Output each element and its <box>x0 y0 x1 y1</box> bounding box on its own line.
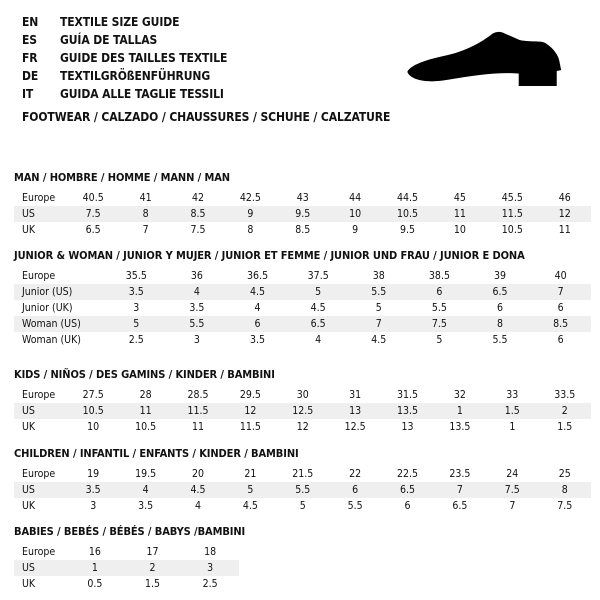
size-cell: 6 <box>404 500 411 512</box>
language-code: FR <box>22 51 38 65</box>
size-cell: 40 <box>554 270 567 282</box>
size-cell: 5.5 <box>295 484 311 496</box>
size-cell: 11.5 <box>187 405 209 417</box>
size-cell: 7.5 <box>431 318 447 330</box>
size-cell: 5 <box>247 484 254 496</box>
table-title: MAN / HOMBRE / HOMME / MANN / MAN <box>14 171 230 184</box>
size-cell: 31 <box>349 389 362 401</box>
size-cell: 3 <box>193 334 200 346</box>
size-cell: 4.5 <box>190 484 206 496</box>
table-row <box>14 300 591 316</box>
size-cell: 8.5 <box>190 208 206 220</box>
size-cell: 25 <box>558 468 571 480</box>
size-cell: 37.5 <box>307 270 329 282</box>
language-label: GUIDA ALLE TAGLIE TESSILI <box>60 87 224 101</box>
size-cell: 3 <box>133 302 140 314</box>
size-grid <box>14 387 591 435</box>
size-cell: 10.5 <box>135 421 157 433</box>
language-row-es <box>22 31 227 49</box>
size-cell: 13 <box>349 405 362 417</box>
size-cell: 27.5 <box>82 389 104 401</box>
size-cell: 7.5 <box>190 224 206 236</box>
size-cell: 8.5 <box>295 224 311 236</box>
size-cell: 6 <box>557 302 564 314</box>
size-cell: 7 <box>509 500 516 512</box>
size-cell: 29.5 <box>239 389 261 401</box>
size-cell: 6 <box>557 334 564 346</box>
size-cell: 5.5 <box>492 334 508 346</box>
row-label: Europe <box>22 192 56 204</box>
table-title: KIDS / NIÑOS / DES GAMINS / KINDER / BAMBINI <box>14 368 275 381</box>
size-cell: 10.5 <box>82 405 104 417</box>
language-row-en <box>22 13 227 31</box>
table-row <box>14 222 591 238</box>
size-grid <box>14 268 591 348</box>
size-table-children <box>14 447 591 514</box>
size-cell: 8 <box>561 484 568 496</box>
language-row-de <box>22 67 227 85</box>
table-row <box>14 206 591 222</box>
size-cell: 5 <box>315 286 322 298</box>
size-cell: 20 <box>191 468 204 480</box>
size-cell: 12 <box>558 208 571 220</box>
size-cell: 9 <box>352 224 359 236</box>
size-cell: 31.5 <box>397 389 419 401</box>
language-label: TEXTILGRÖßENFÜHRUNG <box>60 69 211 83</box>
size-cell: 6.5 <box>310 318 326 330</box>
row-label: Junior (US) <box>22 286 73 298</box>
size-cell: 13.5 <box>449 421 471 433</box>
size-cell: 5 <box>299 500 306 512</box>
size-cell: 2 <box>561 405 568 417</box>
language-code: IT <box>22 87 34 101</box>
size-cell: 7.5 <box>504 484 520 496</box>
size-cell: 28.5 <box>187 389 209 401</box>
row-label: Europe <box>22 270 56 282</box>
size-cell: 33 <box>506 389 519 401</box>
table-row <box>14 498 591 514</box>
size-cell: 36.5 <box>247 270 269 282</box>
size-cell: 5 <box>133 318 140 330</box>
size-cell: 23.5 <box>449 468 471 480</box>
size-cell: 4 <box>193 286 200 298</box>
size-cell: 7 <box>557 286 564 298</box>
shoe-icon <box>402 31 570 95</box>
size-cell: 32 <box>453 389 466 401</box>
size-cell: 6.5 <box>492 286 508 298</box>
size-cell: 4.5 <box>250 286 266 298</box>
size-cell: 1.5 <box>557 421 573 433</box>
size-cell: 3.5 <box>189 302 205 314</box>
size-cell: 8 <box>142 208 149 220</box>
size-cell: 11.5 <box>501 208 523 220</box>
table-row <box>14 560 239 576</box>
table-row <box>14 576 239 592</box>
language-code: ES <box>22 33 37 47</box>
size-cell: 21.5 <box>292 468 314 480</box>
size-cell: 3.5 <box>250 334 266 346</box>
size-cell: 38 <box>372 270 385 282</box>
language-code: DE <box>22 69 39 83</box>
size-cell: 36 <box>190 270 203 282</box>
table-row <box>14 316 591 332</box>
size-table-kids <box>14 368 591 435</box>
size-cell: 10 <box>453 224 466 236</box>
size-cell: 17 <box>146 546 159 558</box>
size-cell: 4.5 <box>310 302 326 314</box>
row-label: Woman (UK) <box>22 334 81 346</box>
size-cell: 33.5 <box>554 389 576 401</box>
size-cell: 12.5 <box>344 421 366 433</box>
header-row <box>14 544 239 560</box>
size-cell: 39 <box>494 270 507 282</box>
category-line: FOOTWEAR / CALZADO / CHAUSSURES / SCHUHE / CALZATURE <box>22 110 391 124</box>
size-cell: 35.5 <box>125 270 147 282</box>
size-cell: 4 <box>254 302 261 314</box>
size-cell: 4 <box>142 484 149 496</box>
size-cell: 6 <box>254 318 261 330</box>
size-cell: 4 <box>315 334 322 346</box>
size-cell: 11 <box>453 208 466 220</box>
size-cell: 45.5 <box>501 192 523 204</box>
size-cell: 9.5 <box>295 208 311 220</box>
size-cell: 7.5 <box>557 500 573 512</box>
row-label: Junior (UK) <box>22 302 73 314</box>
size-cell: 5.5 <box>189 318 205 330</box>
size-cell: 2.5 <box>128 334 144 346</box>
size-cell: 5.5 <box>371 286 387 298</box>
size-cell: 5 <box>375 302 382 314</box>
language-label: GUÍA DE TALLAS <box>60 33 158 47</box>
size-cell: 1 <box>91 562 98 574</box>
table-row <box>14 419 591 435</box>
table-row <box>14 284 591 300</box>
size-cell: 5 <box>436 334 443 346</box>
size-cell: 3.5 <box>138 500 154 512</box>
size-cell: 6.5 <box>452 500 468 512</box>
header-row <box>14 268 591 284</box>
size-cell: 10.5 <box>501 224 523 236</box>
size-cell: 4 <box>194 500 201 512</box>
table-row <box>14 482 591 498</box>
size-cell: 10.5 <box>397 208 419 220</box>
size-cell: 19 <box>87 468 100 480</box>
size-cell: 13 <box>401 421 414 433</box>
size-cell: 22.5 <box>397 468 419 480</box>
row-label: UK <box>22 421 36 433</box>
size-cell: 10 <box>349 208 362 220</box>
size-cell: 12 <box>296 421 309 433</box>
row-label: US <box>22 405 35 417</box>
size-cell: 42 <box>191 192 204 204</box>
size-cell: 43 <box>296 192 309 204</box>
size-cell: 12.5 <box>292 405 314 417</box>
language-row-it <box>22 85 227 103</box>
size-cell: 11 <box>191 421 204 433</box>
size-cell: 6 <box>497 302 504 314</box>
size-cell: 45 <box>453 192 466 204</box>
size-cell: 9 <box>247 208 254 220</box>
language-row-fr <box>22 49 227 67</box>
row-label: Europe <box>22 468 56 480</box>
size-cell: 1 <box>509 421 516 433</box>
size-cell: 3 <box>207 562 214 574</box>
size-cell: 7 <box>142 224 149 236</box>
size-cell: 40.5 <box>82 192 104 204</box>
header-row <box>14 190 591 206</box>
size-cell: 24 <box>506 468 519 480</box>
size-cell: 6.5 <box>85 224 101 236</box>
size-cell: 30 <box>296 389 309 401</box>
size-cell: 6 <box>352 484 359 496</box>
size-cell: 4.5 <box>371 334 387 346</box>
size-cell: 12 <box>244 405 257 417</box>
size-cell: 41 <box>139 192 152 204</box>
size-cell: 11 <box>558 224 571 236</box>
language-label: GUIDE DES TAILLES TEXTILE <box>60 51 228 65</box>
size-cell: 4.5 <box>242 500 258 512</box>
row-label: US <box>22 208 35 220</box>
size-cell: 6 <box>436 286 443 298</box>
size-cell: 3.5 <box>85 484 101 496</box>
row-label: UK <box>22 500 36 512</box>
size-cell: 1.5 <box>144 578 160 590</box>
row-label: Europe <box>22 546 56 558</box>
size-table-babies <box>14 525 246 592</box>
size-cell: 7 <box>456 484 463 496</box>
table-row <box>14 403 591 419</box>
size-grid <box>14 190 591 238</box>
size-cell: 19.5 <box>135 468 157 480</box>
size-cell: 3.5 <box>128 286 144 298</box>
size-cell: 13.5 <box>397 405 419 417</box>
size-cell: 44.5 <box>397 192 419 204</box>
size-cell: 11 <box>139 405 152 417</box>
size-table-man <box>14 171 591 238</box>
size-cell: 11.5 <box>239 421 261 433</box>
size-grid <box>14 466 591 514</box>
size-cell: 28 <box>139 389 152 401</box>
size-cell: 8.5 <box>553 318 569 330</box>
row-label: Europe <box>22 389 56 401</box>
size-cell: 21 <box>244 468 257 480</box>
size-cell: 5.5 <box>431 302 447 314</box>
size-cell: 7.5 <box>85 208 101 220</box>
table-title: BABIES / BEBÉS / BÉBÉS / BABYS /BAMBINI <box>14 525 246 538</box>
row-label: Woman (US) <box>22 318 81 330</box>
size-grid <box>14 544 239 592</box>
table-title: JUNIOR & WOMAN / JUNIOR Y MUJER / JUNIOR ET FEMME / JUNIOR UND FRAU / JUNIOR E DONA <box>14 249 525 262</box>
language-label: TEXTILE SIZE GUIDE <box>60 15 180 29</box>
table-title: CHILDREN / INFANTIL / ENFANTS / KINDER / BAMBINI <box>14 447 299 460</box>
size-cell: 1 <box>456 405 463 417</box>
size-cell: 22 <box>349 468 362 480</box>
row-label: US <box>22 562 35 574</box>
header-row <box>14 466 591 482</box>
size-table-junior-woman <box>14 249 591 348</box>
size-cell: 10 <box>87 421 100 433</box>
size-cell: 0.5 <box>87 578 103 590</box>
size-cell: 1.5 <box>504 405 520 417</box>
size-cell: 38.5 <box>428 270 450 282</box>
table-row <box>14 332 591 348</box>
language-code: EN <box>22 15 39 29</box>
language-list <box>22 13 227 103</box>
row-label: US <box>22 484 35 496</box>
size-cell: 46 <box>558 192 571 204</box>
size-cell: 44 <box>349 192 362 204</box>
size-cell: 2.5 <box>202 578 218 590</box>
size-cell: 18 <box>204 546 217 558</box>
size-cell: 7 <box>375 318 382 330</box>
size-cell: 6.5 <box>400 484 416 496</box>
size-cell: 9.5 <box>400 224 416 236</box>
size-cell: 3 <box>90 500 97 512</box>
size-cell: 2 <box>149 562 156 574</box>
size-cell: 5.5 <box>347 500 363 512</box>
size-cell: 8 <box>247 224 254 236</box>
row-label: UK <box>22 224 36 236</box>
header-row <box>14 387 591 403</box>
size-cell: 8 <box>497 318 504 330</box>
size-cell: 16 <box>88 546 101 558</box>
row-label: UK <box>22 578 36 590</box>
size-cell: 42.5 <box>239 192 261 204</box>
